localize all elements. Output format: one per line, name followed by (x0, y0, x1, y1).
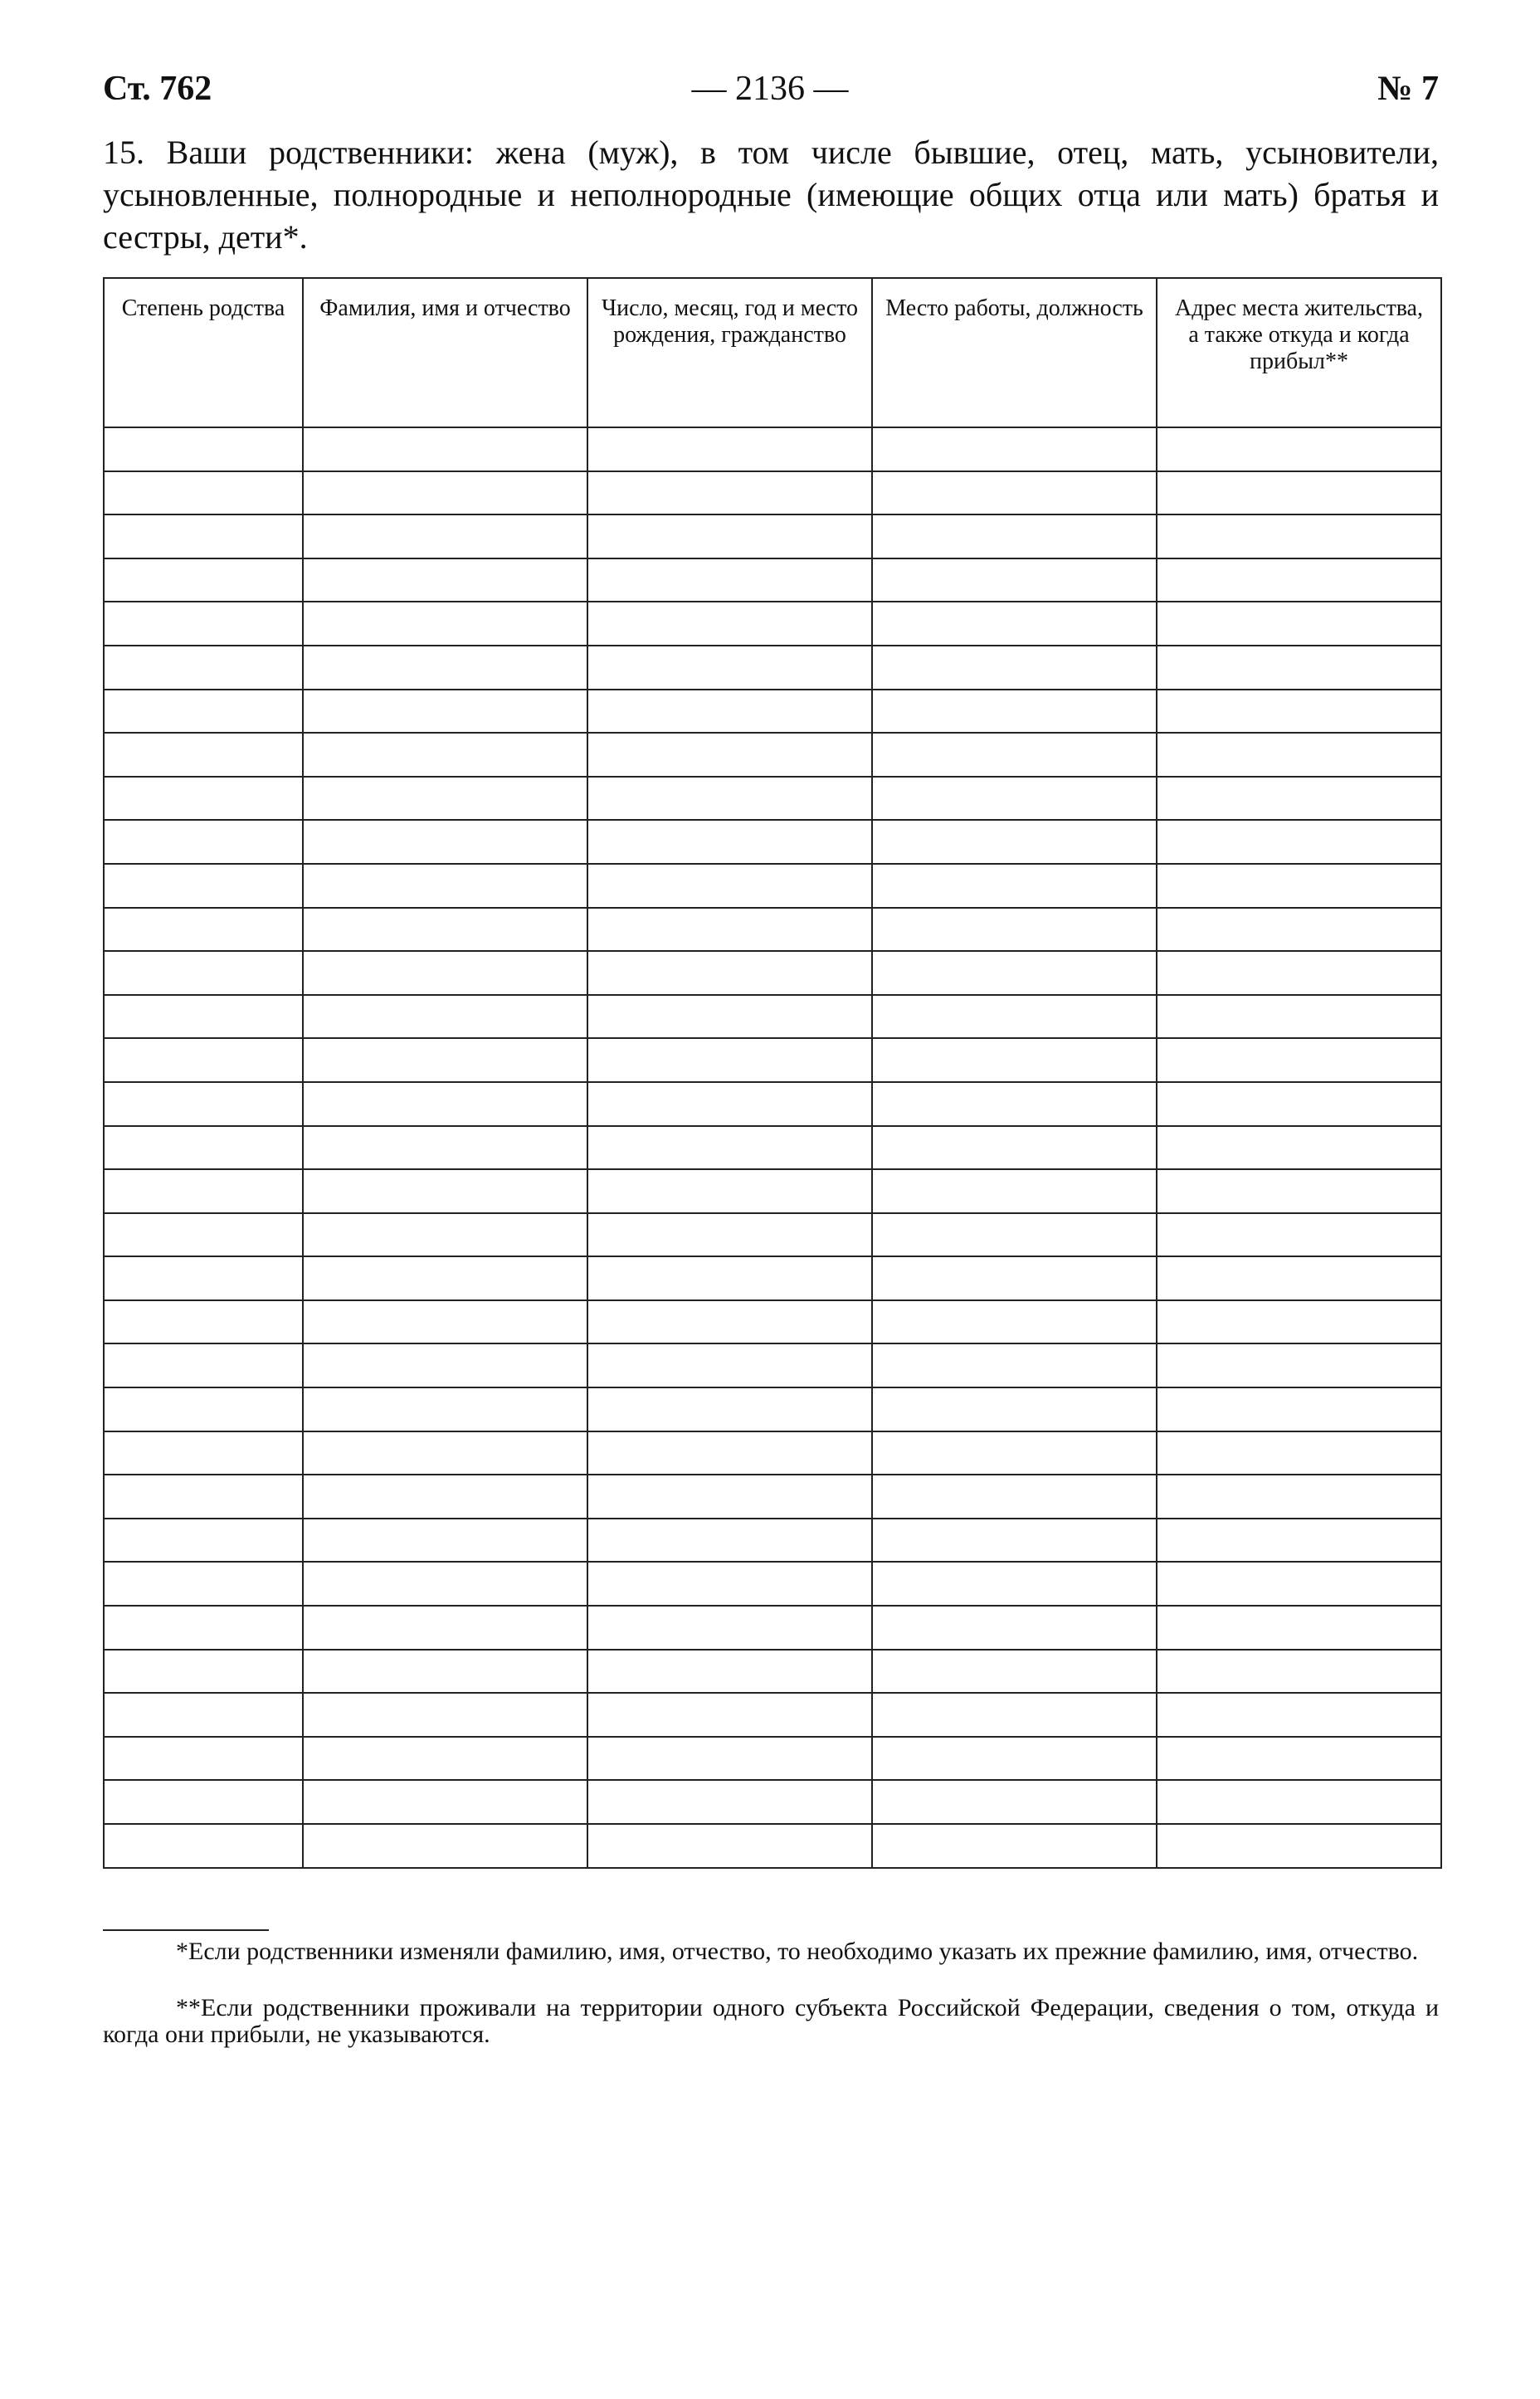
cell-address[interactable] (1157, 1562, 1441, 1606)
cell-birth-info[interactable] (587, 1300, 872, 1344)
cell-relation[interactable] (104, 1038, 303, 1082)
cell-full-name[interactable] (303, 514, 587, 558)
cell-relation[interactable] (104, 1256, 303, 1300)
cell-address[interactable] (1157, 1824, 1441, 1868)
cell-birth-info[interactable] (587, 1343, 872, 1387)
cell-relation[interactable] (104, 558, 303, 602)
cell-address[interactable] (1157, 1213, 1441, 1257)
cell-full-name[interactable] (303, 471, 587, 515)
table-row (104, 777, 1441, 821)
cell-workplace[interactable] (872, 1824, 1157, 1868)
cell-workplace[interactable] (872, 514, 1157, 558)
cell-workplace[interactable] (872, 1475, 1157, 1519)
table-row (104, 908, 1441, 952)
cell-birth-info[interactable] (587, 1475, 872, 1519)
cell-relation[interactable] (104, 1475, 303, 1519)
cell-birth-info[interactable] (587, 427, 872, 471)
cell-birth-info[interactable] (587, 646, 872, 690)
cell-full-name[interactable] (303, 1256, 587, 1300)
cell-workplace[interactable] (872, 1693, 1157, 1737)
page-number: — 2136 — (691, 70, 849, 108)
cell-address[interactable] (1157, 1387, 1441, 1431)
cell-birth-info[interactable] (587, 471, 872, 515)
cell-full-name[interactable] (303, 820, 587, 864)
cell-full-name[interactable] (303, 646, 587, 690)
cell-workplace[interactable] (872, 1737, 1157, 1781)
cell-birth-info[interactable] (587, 1082, 872, 1126)
issue-number: № 7 (1377, 70, 1439, 108)
table-row (104, 864, 1441, 908)
cell-address[interactable] (1157, 602, 1441, 646)
cell-relation[interactable] (104, 777, 303, 821)
cell-relation[interactable] (104, 1780, 303, 1824)
cell-workplace[interactable] (872, 777, 1157, 821)
cell-address[interactable] (1157, 471, 1441, 515)
cell-birth-info[interactable] (587, 908, 872, 952)
cell-relation[interactable] (104, 1387, 303, 1431)
cell-full-name[interactable] (303, 777, 587, 821)
cell-address[interactable] (1157, 427, 1441, 471)
table-row (104, 1169, 1441, 1213)
cell-address[interactable] (1157, 1737, 1441, 1781)
cell-full-name[interactable] (303, 1126, 587, 1170)
cell-birth-info[interactable] (587, 995, 872, 1039)
cell-workplace[interactable] (872, 951, 1157, 995)
table-row (104, 1213, 1441, 1257)
cell-full-name[interactable] (303, 1562, 587, 1606)
cell-full-name[interactable] (303, 1213, 587, 1257)
cell-address[interactable] (1157, 995, 1441, 1039)
table-row (104, 1693, 1441, 1737)
cell-workplace[interactable] (872, 690, 1157, 734)
cell-address[interactable] (1157, 1780, 1441, 1824)
cell-full-name[interactable] (303, 1387, 587, 1431)
table-row (104, 1519, 1441, 1563)
cell-full-name[interactable] (303, 995, 587, 1039)
cell-full-name[interactable] (303, 733, 587, 777)
column-header-birth-info: Число, месяц, год и место рождения, гражданство (587, 278, 872, 427)
cell-full-name[interactable] (303, 690, 587, 734)
footnote-divider (103, 1929, 269, 1931)
cell-birth-info[interactable] (587, 1431, 872, 1475)
cell-full-name[interactable] (303, 1650, 587, 1694)
cell-birth-info[interactable] (587, 1562, 872, 1606)
table-row (104, 1256, 1441, 1300)
table-row (104, 951, 1441, 995)
cell-address[interactable] (1157, 1256, 1441, 1300)
cell-address[interactable] (1157, 820, 1441, 864)
cell-relation[interactable] (104, 1300, 303, 1344)
cell-full-name[interactable] (303, 1780, 587, 1824)
cell-full-name[interactable] (303, 1606, 587, 1650)
cell-workplace[interactable] (872, 1431, 1157, 1475)
cell-full-name[interactable] (303, 1169, 587, 1213)
table-row (104, 1737, 1441, 1781)
cell-address[interactable] (1157, 1300, 1441, 1344)
column-header-relation: Степень родства (104, 278, 303, 427)
cell-workplace[interactable] (872, 1169, 1157, 1213)
cell-birth-info[interactable] (587, 514, 872, 558)
cell-full-name[interactable] (303, 1343, 587, 1387)
cell-address[interactable] (1157, 514, 1441, 558)
table-row (104, 1606, 1441, 1650)
relatives-table (103, 277, 1442, 1869)
table-row (104, 1475, 1441, 1519)
cell-workplace[interactable] (872, 427, 1157, 471)
cell-full-name[interactable] (303, 1475, 587, 1519)
table-row (104, 1300, 1441, 1344)
cell-relation[interactable] (104, 1824, 303, 1868)
cell-workplace[interactable] (872, 1300, 1157, 1344)
table-header-row (104, 278, 1441, 427)
cell-full-name[interactable] (303, 1693, 587, 1737)
cell-relation[interactable] (104, 1693, 303, 1737)
column-header-full-name: Фамилия, имя и отчество (303, 278, 587, 427)
table-row (104, 1562, 1441, 1606)
cell-full-name[interactable] (303, 1737, 587, 1781)
table-row (104, 820, 1441, 864)
cell-workplace[interactable] (872, 1780, 1157, 1824)
cell-birth-info[interactable] (587, 1387, 872, 1431)
table-row (104, 1824, 1441, 1868)
cell-relation[interactable] (104, 1650, 303, 1694)
cell-workplace[interactable] (872, 1606, 1157, 1650)
cell-relation[interactable] (104, 733, 303, 777)
cell-relation[interactable] (104, 690, 303, 734)
cell-address[interactable] (1157, 1169, 1441, 1213)
cell-workplace[interactable] (872, 1562, 1157, 1606)
table-body (104, 427, 1441, 1868)
cell-birth-info[interactable] (587, 1038, 872, 1082)
cell-address[interactable] (1157, 1082, 1441, 1126)
table-row (104, 733, 1441, 777)
cell-relation[interactable] (104, 602, 303, 646)
cell-workplace[interactable] (872, 1082, 1157, 1126)
column-header-address: Адрес места жительства, а также откуда и когда прибыл** (1157, 278, 1441, 427)
cell-address[interactable] (1157, 1126, 1441, 1170)
cell-full-name[interactable] (303, 908, 587, 952)
cell-address[interactable] (1157, 558, 1441, 602)
table-row (104, 1343, 1441, 1387)
table-row (104, 602, 1441, 646)
cell-relation[interactable] (104, 514, 303, 558)
cell-birth-info[interactable] (587, 820, 872, 864)
cell-birth-info[interactable] (587, 951, 872, 995)
table-row (104, 427, 1441, 471)
cell-workplace[interactable] (872, 1126, 1157, 1170)
cell-address[interactable] (1157, 646, 1441, 690)
footnote-2: **Если родственники проживали на территории одного субъекта Российской Федерации, сведения о том, откуда и когда они прибыли, не указываются. (103, 1994, 1439, 2048)
cell-birth-info[interactable] (587, 1256, 872, 1300)
cell-full-name[interactable] (303, 427, 587, 471)
cell-address[interactable] (1157, 1475, 1441, 1519)
cell-workplace[interactable] (872, 646, 1157, 690)
cell-relation[interactable] (104, 1562, 303, 1606)
cell-workplace[interactable] (872, 1650, 1157, 1694)
cell-relation[interactable] (104, 995, 303, 1039)
cell-relation[interactable] (104, 1431, 303, 1475)
cell-full-name[interactable] (303, 1038, 587, 1082)
column-header-workplace: Место работы, должность (872, 278, 1157, 427)
cell-workplace[interactable] (872, 1256, 1157, 1300)
cell-address[interactable] (1157, 777, 1441, 821)
cell-birth-info[interactable] (587, 1780, 872, 1824)
cell-relation[interactable] (104, 1213, 303, 1257)
cell-birth-info[interactable] (587, 1650, 872, 1694)
cell-birth-info[interactable] (587, 1519, 872, 1563)
cell-workplace[interactable] (872, 864, 1157, 908)
cell-workplace[interactable] (872, 1519, 1157, 1563)
table-row (104, 471, 1441, 515)
cell-workplace[interactable] (872, 1038, 1157, 1082)
cell-address[interactable] (1157, 1431, 1441, 1475)
cell-address[interactable] (1157, 1038, 1441, 1082)
cell-relation[interactable] (104, 908, 303, 952)
cell-relation[interactable] (104, 1169, 303, 1213)
cell-full-name[interactable] (303, 1300, 587, 1344)
cell-address[interactable] (1157, 1343, 1441, 1387)
table-row (104, 1387, 1441, 1431)
cell-address[interactable] (1157, 1693, 1441, 1737)
cell-address[interactable] (1157, 690, 1441, 734)
cell-address[interactable] (1157, 951, 1441, 995)
cell-full-name[interactable] (303, 864, 587, 908)
question-text: 15. Ваши родственники: жена (муж), в том числе бывшие, отец, мать, усыновители, усыновленные, полнородные и неполнородные (имеющие общих отца или мать) братья и сестры, дети*. (103, 134, 1439, 256)
cell-workplace[interactable] (872, 1343, 1157, 1387)
table-row (104, 1780, 1441, 1824)
cell-workplace[interactable] (872, 471, 1157, 515)
cell-birth-info[interactable] (587, 602, 872, 646)
cell-birth-info[interactable] (587, 1126, 872, 1170)
cell-workplace[interactable] (872, 820, 1157, 864)
cell-workplace[interactable] (872, 733, 1157, 777)
cell-birth-info[interactable] (587, 1737, 872, 1781)
cell-birth-info[interactable] (587, 864, 872, 908)
cell-birth-info[interactable] (587, 733, 872, 777)
cell-address[interactable] (1157, 1519, 1441, 1563)
cell-relation[interactable] (104, 1606, 303, 1650)
cell-birth-info[interactable] (587, 1693, 872, 1737)
cell-address[interactable] (1157, 908, 1441, 952)
article-number: Ст. 762 (103, 70, 212, 108)
cell-relation[interactable] (104, 1126, 303, 1170)
table-row (104, 1082, 1441, 1126)
table-row (104, 1038, 1441, 1082)
cell-birth-info[interactable] (587, 777, 872, 821)
cell-workplace[interactable] (872, 1387, 1157, 1431)
table-row (104, 690, 1441, 734)
table-row (104, 514, 1441, 558)
cell-workplace[interactable] (872, 995, 1157, 1039)
table-row (104, 995, 1441, 1039)
cell-address[interactable] (1157, 864, 1441, 908)
cell-relation[interactable] (104, 1082, 303, 1126)
cell-workplace[interactable] (872, 1213, 1157, 1257)
cell-full-name[interactable] (303, 1431, 587, 1475)
cell-birth-info[interactable] (587, 1606, 872, 1650)
cell-birth-info[interactable] (587, 1213, 872, 1257)
cell-relation[interactable] (104, 427, 303, 471)
cell-address[interactable] (1157, 733, 1441, 777)
cell-address[interactable] (1157, 1650, 1441, 1694)
cell-workplace[interactable] (872, 908, 1157, 952)
cell-relation[interactable] (104, 471, 303, 515)
cell-relation[interactable] (104, 1737, 303, 1781)
cell-birth-info[interactable] (587, 690, 872, 734)
cell-workplace[interactable] (872, 602, 1157, 646)
cell-relation[interactable] (104, 646, 303, 690)
cell-workplace[interactable] (872, 558, 1157, 602)
cell-full-name[interactable] (303, 1082, 587, 1126)
cell-relation[interactable] (104, 820, 303, 864)
table-row (104, 1431, 1441, 1475)
cell-relation[interactable] (104, 864, 303, 908)
table-row (104, 1126, 1441, 1170)
cell-address[interactable] (1157, 1606, 1441, 1650)
cell-full-name[interactable] (303, 1519, 587, 1563)
cell-relation[interactable] (104, 951, 303, 995)
cell-birth-info[interactable] (587, 1824, 872, 1868)
table-row (104, 646, 1441, 690)
cell-relation[interactable] (104, 1343, 303, 1387)
table-row (104, 558, 1441, 602)
cell-relation[interactable] (104, 1519, 303, 1563)
footnote-1: *Если родственники изменяли фамилию, имя, отчество, то необходимо указать их прежние фамилию, имя, отчество. (176, 1938, 1419, 1965)
cell-birth-info[interactable] (587, 1169, 872, 1213)
cell-birth-info[interactable] (587, 558, 872, 602)
cell-full-name[interactable] (303, 1824, 587, 1868)
cell-full-name[interactable] (303, 951, 587, 995)
cell-full-name[interactable] (303, 558, 587, 602)
table-row (104, 1650, 1441, 1694)
cell-full-name[interactable] (303, 602, 587, 646)
